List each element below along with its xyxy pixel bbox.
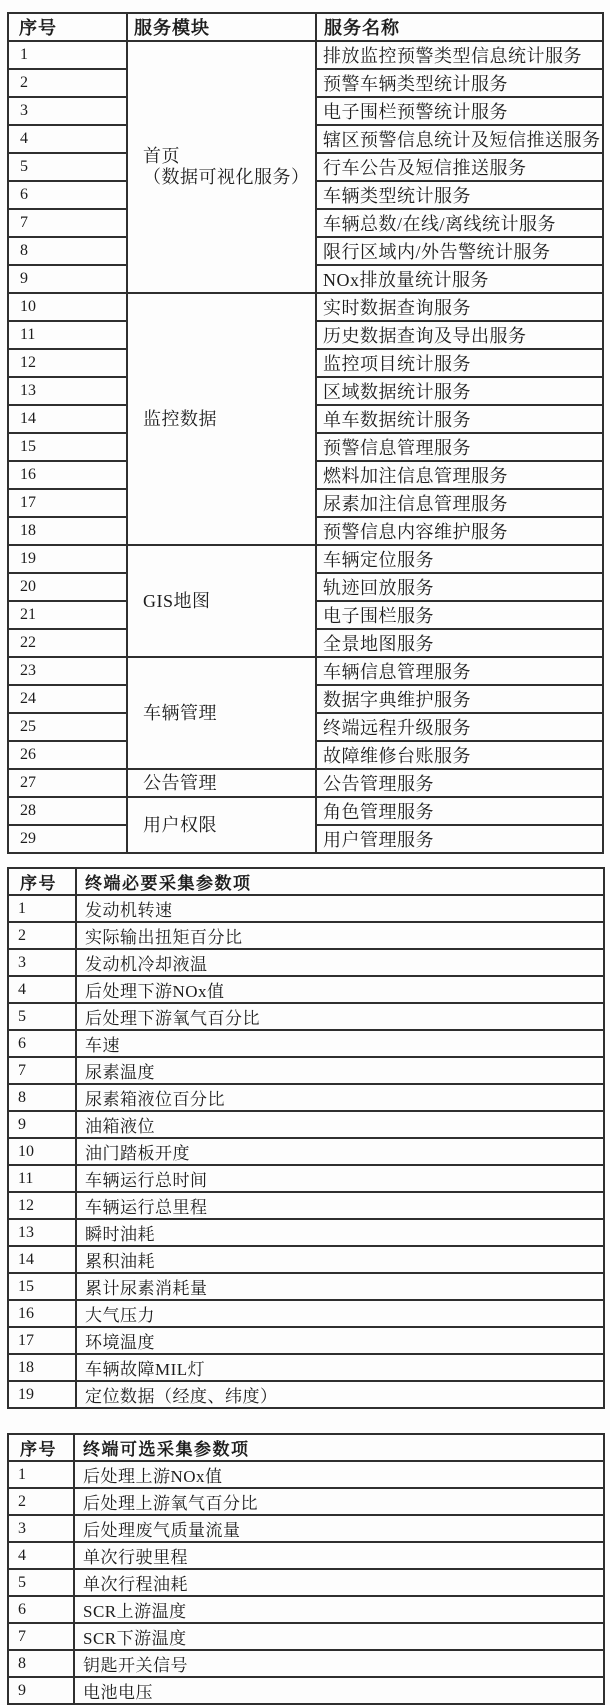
param-name-cell: 油门踏板开度 [76,1138,604,1165]
row-number-cell: 9 [8,1111,76,1138]
service-name-cell: 燃料加注信息管理服务 [316,461,603,489]
param-name-cell: 单次行程油耗 [74,1569,604,1596]
param-name-cell: 发动机冷却液温 [76,949,604,976]
service-table-row [8,657,603,685]
row-number-cell: 12 [8,349,127,377]
row-number-cell: 18 [8,517,127,545]
param-table-row [8,1003,604,1030]
param-table-row [8,1219,604,1246]
service-name-cell: 车辆类型统计服务 [316,181,603,209]
param-name-cell: 尿素温度 [76,1057,604,1084]
row-number-cell: 3 [8,97,127,125]
service-name-cell: 监控项目统计服务 [316,349,603,377]
param-name-cell: 累计尿素消耗量 [76,1273,604,1300]
param-name-cell: SCR上游温度 [74,1596,604,1623]
row-number-cell: 19 [8,1381,76,1408]
param-name-cell: 定位数据（经度、纬度） [76,1381,604,1408]
required-params-body [8,895,604,1408]
param-name-cell: 后处理下游氧气百分比 [76,1003,604,1030]
optional-params-header-row [8,1434,604,1461]
service-table-body [8,41,603,853]
row-number-cell: 3 [8,949,76,976]
row-number-cell: 6 [8,1596,74,1623]
row-number-cell: 2 [8,1488,74,1515]
row-number-cell: 13 [8,1219,76,1246]
row-number-cell: 29 [8,825,127,853]
param-table-row [8,1381,604,1408]
row-number-cell: 11 [8,321,127,349]
col-header-optional-param: 终端可选采集参数项 [74,1434,604,1461]
module-cell [127,657,316,769]
row-number-cell: 2 [8,922,76,949]
row-number-cell: 5 [8,1003,76,1030]
param-table-row [8,1461,604,1488]
param-table-row [8,1596,604,1623]
service-name-cell: 预警信息内容维护服务 [316,517,603,545]
param-name-cell: 后处理废气质量流量 [74,1515,604,1542]
optional-params-body [8,1461,604,1704]
row-number-cell: 28 [8,797,127,825]
param-name-cell: 累积油耗 [76,1246,604,1273]
row-number-cell: 4 [8,1542,74,1569]
service-table-row [8,41,603,69]
row-number-cell: 7 [8,1623,74,1650]
row-number-cell: 12 [8,1192,76,1219]
param-table-row [8,922,604,949]
param-name-cell: 车辆故障MIL灯 [76,1354,604,1381]
row-number-cell: 7 [8,1057,76,1084]
service-name-cell: 公告管理服务 [316,769,603,797]
module-label-line: （数据可视化服务） [143,167,310,187]
param-table-row [8,1192,604,1219]
param-table-row [8,1650,604,1677]
module-cell [127,293,316,545]
module-label-line: 公告管理 [143,772,217,793]
service-name-cell: 排放监控预警类型信息统计服务 [316,41,603,69]
service-name-cell: 行车公告及短信推送服务 [316,153,603,181]
param-name-cell: 电池电压 [74,1677,604,1704]
module-label-line: 监控数据 [143,408,217,429]
service-name-cell: 轨迹回放服务 [316,573,603,601]
row-number-cell: 8 [8,1650,74,1677]
row-number-cell: 1 [8,41,127,69]
service-name-cell: 电子围栏预警统计服务 [316,97,603,125]
row-number-cell: 6 [8,181,127,209]
param-name-cell: 大气压力 [76,1300,604,1327]
row-number-cell: 23 [8,657,127,685]
param-table-row [8,1165,604,1192]
row-number-cell: 13 [8,377,127,405]
row-number-cell: 4 [8,976,76,1003]
col-header-no: 序号 [8,13,127,41]
row-number-cell: 8 [8,237,127,265]
param-table-row [8,1327,604,1354]
row-number-cell: 9 [8,1677,74,1704]
param-name-cell: 瞬时油耗 [76,1219,604,1246]
param-table-row [8,1488,604,1515]
row-number-cell: 9 [8,265,127,293]
col-header-module: 服务模块 [127,13,316,41]
service-name-cell: 用户管理服务 [316,825,603,853]
col-header-service: 服务名称 [316,13,603,41]
param-name-cell: 钥匙开关信号 [74,1650,604,1677]
param-name-cell: 发动机转速 [76,895,604,922]
module-cell [127,797,316,853]
param-table-row [8,1273,604,1300]
row-number-cell: 27 [8,769,127,797]
service-name-cell: 实时数据查询服务 [316,293,603,321]
module-cell [127,41,316,293]
param-table-row [8,1057,604,1084]
service-name-cell: 限行区域内/外告警统计服务 [316,237,603,265]
row-number-cell: 7 [8,209,127,237]
module-label-line: 用户权限 [143,814,217,835]
module-cell [127,545,316,657]
row-number-cell: 5 [8,1569,74,1596]
required-params-table [7,867,605,1409]
row-number-cell: 17 [8,489,127,517]
param-name-cell: 车辆运行总时间 [76,1165,604,1192]
param-table-row [8,1542,604,1569]
service-name-cell: 车辆总数/在线/离线统计服务 [316,209,603,237]
row-number-cell: 25 [8,713,127,741]
row-number-cell: 17 [8,1327,76,1354]
col-header-no: 序号 [8,1434,74,1461]
row-number-cell: 1 [8,895,76,922]
service-table-row [8,797,603,825]
row-number-cell: 8 [8,1084,76,1111]
row-number-cell: 15 [8,1273,76,1300]
row-number-cell: 16 [8,1300,76,1327]
service-name-cell: 数据字典维护服务 [316,685,603,713]
service-table-row [8,545,603,573]
service-name-cell: 单车数据统计服务 [316,405,603,433]
required-params-header-row [8,868,604,895]
row-number-cell: 26 [8,741,127,769]
service-name-cell: 全景地图服务 [316,629,603,657]
row-number-cell: 2 [8,69,127,97]
param-table-row [8,1623,604,1650]
param-table-row [8,1138,604,1165]
param-name-cell: 车速 [76,1030,604,1057]
row-number-cell: 14 [8,405,127,433]
service-name-cell: 区域数据统计服务 [316,377,603,405]
module-label-line: GIS地图 [143,590,211,611]
param-name-cell: 单次行驶里程 [74,1542,604,1569]
row-number-cell: 15 [8,433,127,461]
param-table-row [8,1084,604,1111]
param-name-cell: 后处理下游NOx值 [76,976,604,1003]
row-number-cell: 14 [8,1246,76,1273]
optional-params-table [7,1433,605,1705]
param-name-cell: 后处理上游NOx值 [74,1461,604,1488]
param-table-row [8,1246,604,1273]
param-table-row [8,1111,604,1138]
service-table-row [8,293,603,321]
row-number-cell: 10 [8,293,127,321]
module-cell [127,769,316,797]
service-module-table [7,12,604,854]
row-number-cell: 10 [8,1138,76,1165]
service-name-cell: 尿素加注信息管理服务 [316,489,603,517]
row-number-cell: 18 [8,1354,76,1381]
param-table-row [8,895,604,922]
row-number-cell: 4 [8,125,127,153]
param-name-cell: 环境温度 [76,1327,604,1354]
service-name-cell: 故障维修台账服务 [316,741,603,769]
service-table-row [8,769,603,797]
service-name-cell: 电子围栏服务 [316,601,603,629]
param-name-cell: 实际输出扭矩百分比 [76,922,604,949]
row-number-cell: 21 [8,601,127,629]
service-name-cell: 终端远程升级服务 [316,713,603,741]
row-number-cell: 16 [8,461,127,489]
param-table-row [8,1030,604,1057]
param-name-cell: SCR下游温度 [74,1623,604,1650]
param-table-row [8,1354,604,1381]
param-table-row [8,1569,604,1596]
service-name-cell: 车辆信息管理服务 [316,657,603,685]
module-label-line: 首页 [143,146,180,166]
param-name-cell: 车辆运行总里程 [76,1192,604,1219]
service-name-cell: NOx排放量统计服务 [316,265,603,293]
service-name-cell: 预警信息管理服务 [316,433,603,461]
row-number-cell: 19 [8,545,127,573]
param-name-cell: 油箱液位 [76,1111,604,1138]
row-number-cell: 22 [8,629,127,657]
service-name-cell: 预警车辆类型统计服务 [316,69,603,97]
param-table-row [8,1300,604,1327]
service-name-cell: 辖区预警信息统计及短信推送服务 [316,125,603,153]
param-table-row [8,949,604,976]
row-number-cell: 5 [8,153,127,181]
service-table-header-row [8,13,603,41]
param-table-row [8,976,604,1003]
service-name-cell: 历史数据查询及导出服务 [316,321,603,349]
module-label-line: 车辆管理 [143,702,217,723]
service-name-cell: 角色管理服务 [316,797,603,825]
param-table-row [8,1515,604,1542]
row-number-cell: 20 [8,573,127,601]
service-name-cell: 车辆定位服务 [316,545,603,573]
col-header-required-param: 终端必要采集参数项 [76,868,604,895]
row-number-cell: 11 [8,1165,76,1192]
row-number-cell: 6 [8,1030,76,1057]
param-table-row [8,1677,604,1704]
row-number-cell: 24 [8,685,127,713]
row-number-cell: 1 [8,1461,74,1488]
param-name-cell: 尿素箱液位百分比 [76,1084,604,1111]
param-name-cell: 后处理上游氧气百分比 [74,1488,604,1515]
col-header-no: 序号 [8,868,76,895]
row-number-cell: 3 [8,1515,74,1542]
